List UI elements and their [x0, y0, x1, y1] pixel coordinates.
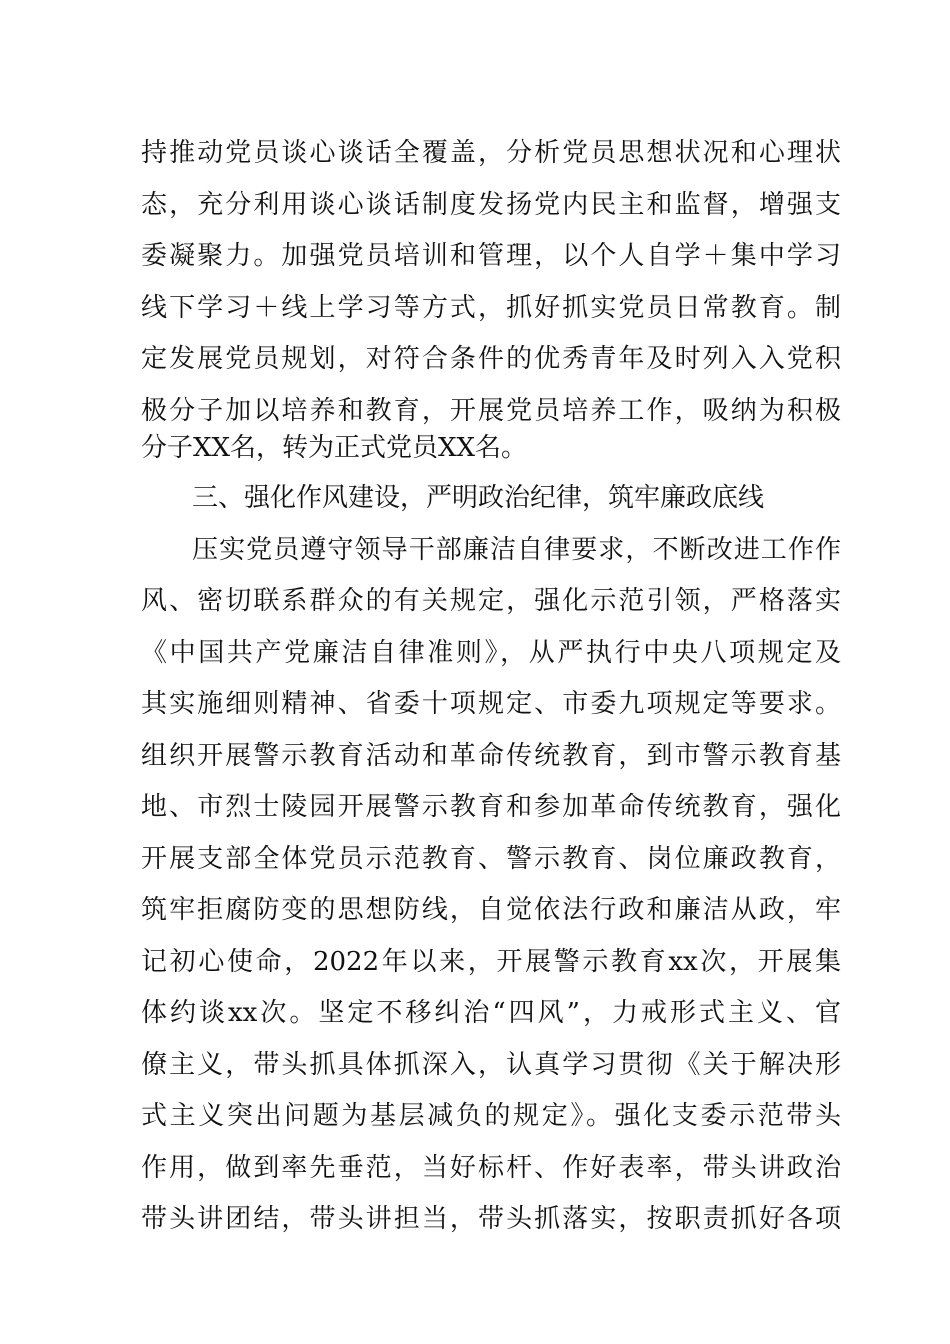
paragraph-line: 带头讲团结，带头讲担当，带头抓落实，按职责抓好各项 — [141, 1204, 841, 1234]
paragraph-line: 定发展党员规划，对符合条件的优秀青年及时列入入党积 — [141, 344, 841, 374]
paragraph-line: 分子XX名，转为正式党员XX名。 — [141, 433, 528, 463]
paragraph-line: 《中国共产党廉洁自律准则》，从严执行中央八项规定及 — [141, 638, 841, 668]
section-heading: 三、强化作风建设，严明政治纪律，筑牢廉政底线 — [192, 483, 765, 513]
paragraph-line: 极分子加以培养和教育，开展党员培养工作，吸纳为积极 — [141, 396, 841, 426]
paragraph-line: 开展支部全体党员示范教育、警示教育、岗位廉政教育， — [141, 844, 841, 874]
paragraph-line: 态，充分利用谈心谈话制度发扬党内民主和监督，增强支 — [141, 190, 841, 220]
paragraph-line: 地、市烈士陵园开展警示教育和参加革命传统教育，强化 — [141, 792, 841, 822]
paragraph-line: 线下学习＋线上学习等方式，抓好抓实党员日常教育。制 — [141, 293, 841, 323]
paragraph-line: 其实施细则精神、省委十项规定、市委九项规定等要求。 — [141, 689, 841, 719]
paragraph-line: 记初心使命，2022年以来，开展警示教育xx次，开展集 — [141, 947, 841, 977]
paragraph-line: 风、密切联系群众的有关规定，强化示范引领，严格落实 — [141, 586, 841, 616]
paragraph-line: 压实党员遵守领导干部廉洁自律要求，不断改进工作作 — [192, 535, 841, 565]
paragraph-line: 筑牢拒腐防变的思想防线，自觉依法行政和廉洁从政，牢 — [141, 895, 841, 925]
paragraph-line: 组织开展警示教育活动和革命传统教育，到市警示教育基 — [141, 741, 841, 771]
paragraph-line: 僚主义，带头抓具体抓深入，认真学习贯彻《关于解决形 — [141, 1050, 841, 1080]
paragraph-line: 式主义突出问题为基层减负的规定》。强化支委示范带头 — [141, 1101, 841, 1131]
paragraph-line: 体约谈xx次。坚定不移纠治“四风”，力戒形式主义、官 — [141, 998, 841, 1028]
paragraph-line: 持推动党员谈心谈话全覆盖，分析党员思想状况和心理状 — [141, 138, 841, 168]
paragraph-line: 委凝聚力。加强党员培训和管理，以个人自学＋集中学习 — [141, 241, 841, 271]
paragraph-line: 作用，做到率先垂范，当好标杆、作好表率，带头讲政治 — [141, 1153, 841, 1183]
